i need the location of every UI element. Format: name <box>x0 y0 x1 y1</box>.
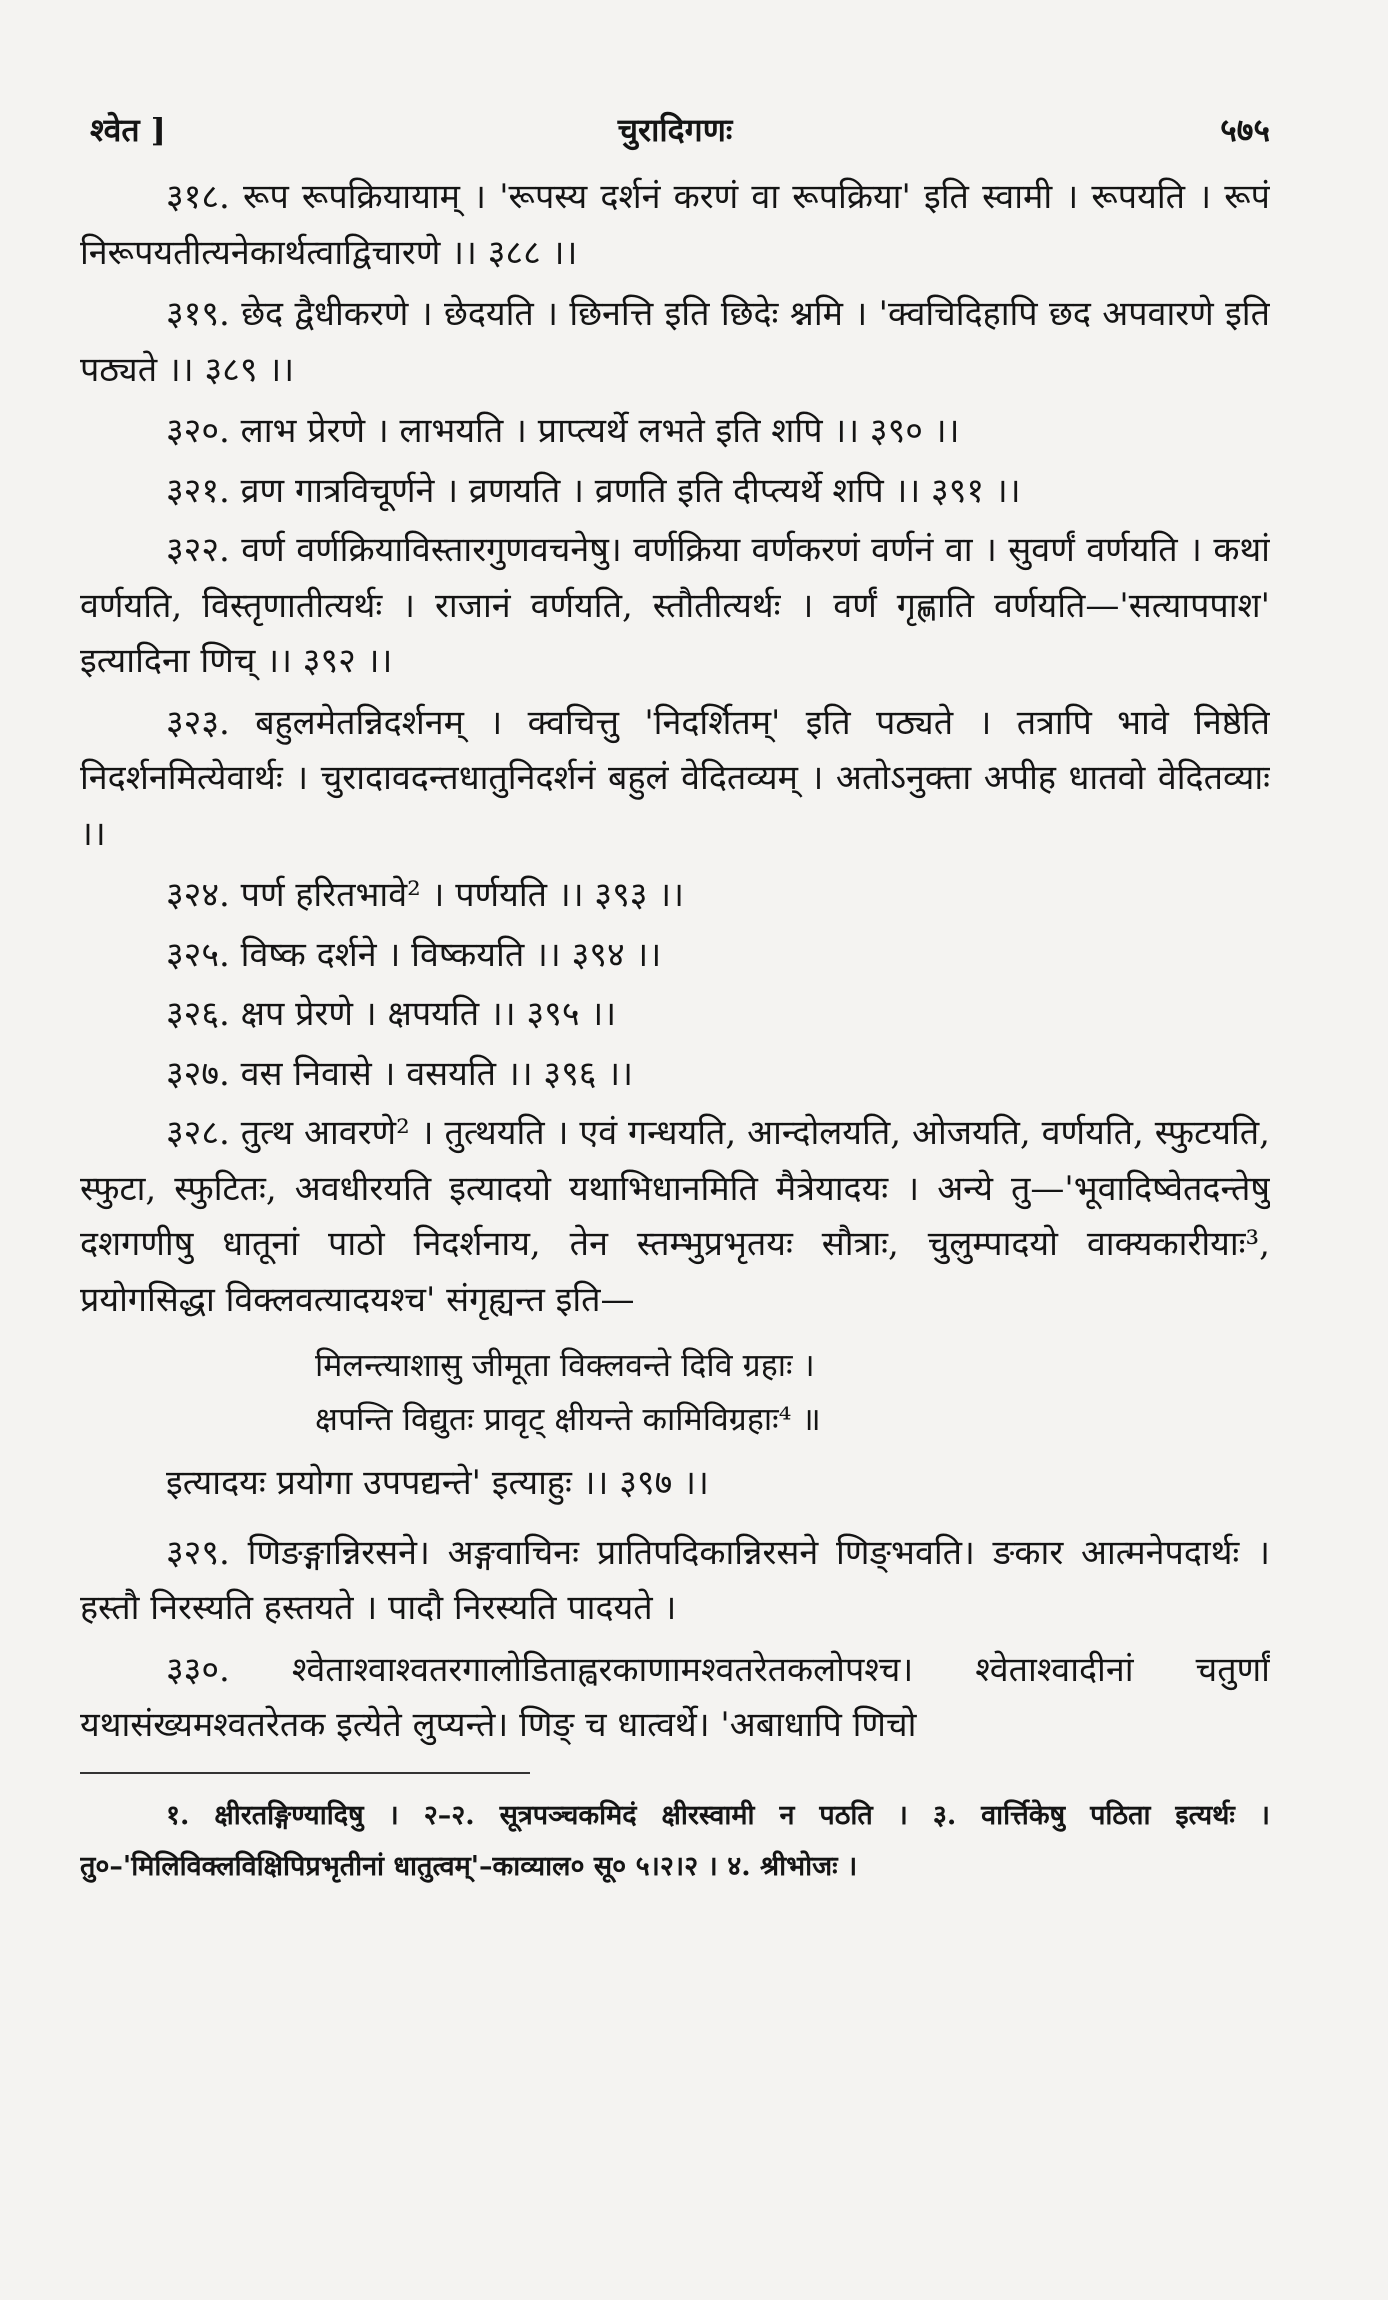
page-number: ५७५ <box>1220 111 1270 149</box>
verse-conclusion: इत्यादयः प्रयोगा उपपद्यन्ते' इत्याहुः ।। ३९७ ।। <box>166 1463 709 1503</box>
verse-line-2: क्षपन्ति विद्युतः प्रावृट् क्षीयन्ते कामिविग्रहाः⁴ ॥ <box>315 1400 821 1438</box>
verse-line-1: मिलन्त्याशासु जीमूता विक्लवन्ते दिवि ग्रहाः । <box>315 1346 815 1384</box>
paragraph-323: ३२३. बहुलमेतन्निदर्शनम् । क्वचित्तु 'निदर्शितम्' इति पठ्यते । तत्रापि भावे निष्ठेति निदर्शनमित्येवार्थः । चुरादावदन्तधातुनिदर्शनं बहुलं वेदितव्यम् । अतोऽनुक्ता अपीह धातवो वेदितव्याः ।। <box>80 702 1270 854</box>
main-text <box>80 170 1270 1754</box>
footnote-divider <box>80 1772 530 1774</box>
paragraph-319: ३१९. छेद द्वैधीकरणे । छेदयति । छिनत्ति इति छिदेः श्नमि । 'क्वचिदिहापि छद अपवारणे इति पठ्यते ।। ३८९ ।। <box>80 294 1270 390</box>
paragraph-330: ३३०. श्वेताश्वाश्वतरगालोडिताह्वरकाणामश्वतरेतकलोपश्च। श्वेताश्वादीनां चतुर्णां यथासंख्यमश्वतरेतक इत्येते लुप्यन्ते। णिङ् च धात्वर्थे। 'अबाधापि णिचो <box>80 1649 1270 1745</box>
paragraph-322: ३२२. वर्ण वर्णक्रियाविस्तारगुणवचनेषु। वर्णक्रिया वर्णकरणं वर्णनं वा । सुवर्णं वर्णयति । कथां वर्णयति, विस्तृणातीत्यर्थः । राजानं वर्णयति, स्तौतीत्यर्थः । वर्णं गृह्णाति वर्णयति—'सत्यापपाश' इत्यादिना णिच् ।। ३९२ ।। <box>80 530 1270 681</box>
paragraph-326: ३२६. क्षप प्रेरणे । क्षपयति ।। ३९५ ।। <box>166 994 617 1034</box>
paragraph-318: ३१८. रूप रूपक्रियायाम् । 'रूपस्य दर्शनं करणं वा रूपक्रिया' इति स्वामी । रूपयति । रूपं निरूपयतीत्यनेकार्थत्वाद्विचारणे ।। ३८८ ।। <box>80 177 1270 273</box>
running-header <box>80 100 1270 170</box>
paragraph-321: ३२१. व्रण गात्रविचूर्णने । व्रणयति । व्रणति इति दीप्त्यर्थे शपि ।। ३९१ ।। <box>166 470 1021 511</box>
header-left: श्वेत ] <box>90 111 166 149</box>
paragraph-329: ३२९. णिङङ्गान्निरसने। अङ्गवाचिनः प्रातिपदिकान्निरसने णिङ्भवति। ङकार आत्मनेपदार्थः । हस्तौ निरस्यति हस्तयते । पादौ निरस्यति पादयते । <box>80 1532 1270 1628</box>
paragraph-320: ३२०. लाभ प्रेरणे । लाभयति । प्राप्त्यर्थे लभते इति शपि ।। ३९० ।। <box>166 411 960 451</box>
footnotes: १. क्षीरतङ्गिण्यादिषु । २–२. सूत्रपञ्चकमिदं क्षीरस्वामी न पठति । ३. वार्त्तिकेषु पठिता इत्यर्थः । तु०–'मिलिविक्लविक्षिपिप्रभृतीनां धातुत्वम्'–काव्याल० सू० ५।२।२ । ४. श्रीभोजः । <box>80 1799 1270 1882</box>
quoted-verse <box>80 1338 1270 1446</box>
paragraph-327: ३२७. वस निवासे । वसयति ।। ३९६ ।। <box>166 1053 634 1094</box>
book-page <box>80 100 1270 2240</box>
paragraph-324: ३२४. पर्ण हरितभावे² । पर्णयति ।। ३९३ ।। <box>166 875 685 915</box>
paragraph-328: ३२८. तुत्थ आवरणे² । तुत्थयति । एवं गन्धयति, आन्दोलयति, ओजयति, वर्णयति, स्फुटयति, स्फुटा, स्फुटितः, अवधीरयति इत्यादयो यथाभिधानमिति मैत्रेयादयः । अन्ये तु—'भूवादिष्वेतदन्तेषु दशगणीषु धातूनां पाठो निदर्शनाय, तेन स्तम्भुप्रभृतयः सौत्राः, चुलुम्पादयो वाक्यकारीयाः³, प्रयोगसिद्धा विक्लवत्यादयश्च' संगृह्यन्त इति— <box>80 1113 1270 1320</box>
header-title: चुरादिगणः <box>617 111 733 149</box>
paragraph-325: ३२५. विष्क दर्शने । विष्कयति ।। ३९४ ।। <box>166 934 662 975</box>
